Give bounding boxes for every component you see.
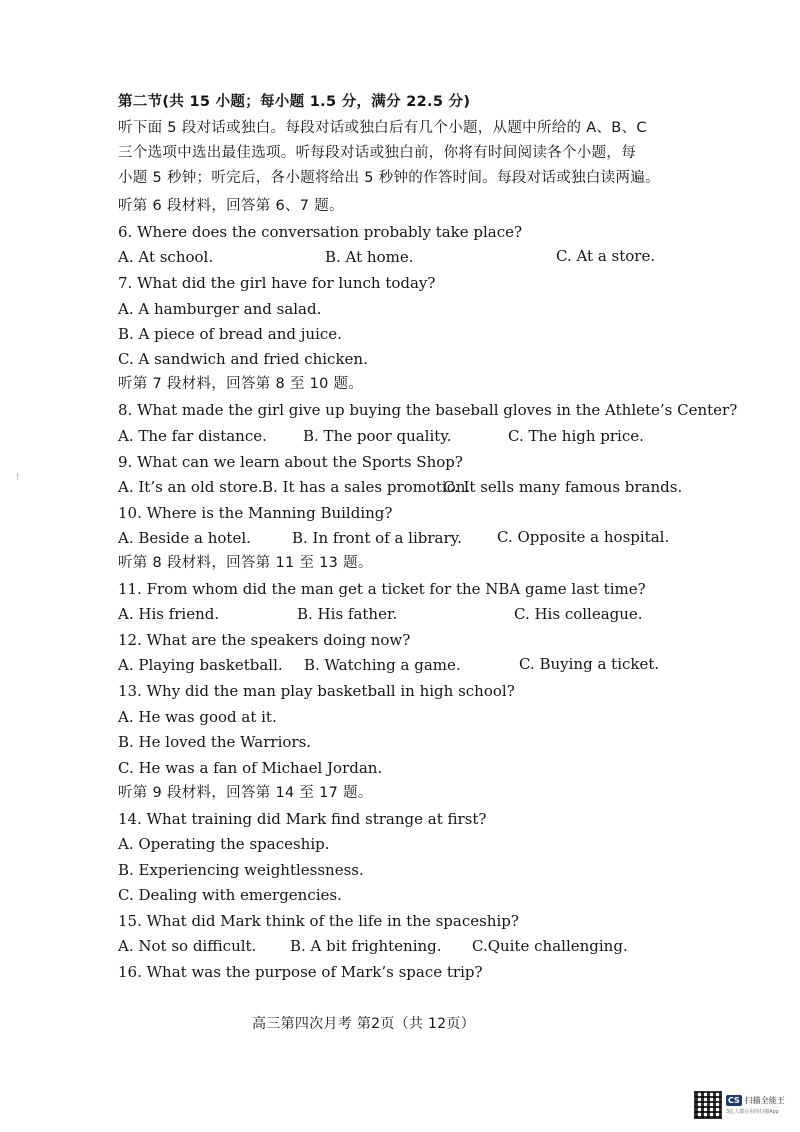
question-text: 10. Where is the Manning Building?	[118, 504, 393, 522]
group-heading: 听第 8 段材料，回答第 11 至 13 题。	[118, 555, 373, 571]
option-c: C. A sandwich and fried chicken.	[118, 350, 368, 368]
option-b: B. His father.	[297, 605, 398, 623]
option-a: A. It’s an old store.	[118, 478, 263, 496]
option-b: B. The poor quality.	[303, 427, 452, 445]
question-text: 7. What did the girl have for lunch today?	[118, 274, 436, 292]
group-heading: 听第 6 段材料，回答第 6、7 题。	[118, 198, 344, 214]
option-c: C. His colleague.	[514, 605, 643, 623]
option-a: A. A hamburger and salad.	[118, 300, 322, 318]
scanner-name: 扫描全能王	[744, 1096, 785, 1105]
option-c: C. It sells many famous brands.	[443, 478, 683, 496]
question-text: 12. What are the speakers doing now?	[118, 631, 411, 649]
option-a: A. He was good at it.	[118, 708, 277, 726]
option-c: C.Quite challenging.	[472, 937, 628, 955]
option-a: A. The far distance.	[118, 427, 267, 445]
question-text: 9. What can we learn about the Sports Shop?	[118, 453, 463, 471]
scanner-watermark	[694, 1088, 786, 1122]
question-text: 13. Why did the man play basketball in high school?	[118, 682, 515, 700]
option-c: C. Buying a ticket.	[519, 655, 660, 673]
instruction-line: 听下面 5 段对话或独白。每段对话或独白后有几个小题，从题中所给的 A、B、C	[118, 120, 647, 136]
question-text: 14. What training did Mark find strange at first?	[118, 810, 487, 828]
option-c: C. Dealing with emergencies.	[118, 886, 342, 904]
option-a: A. Operating the spaceship.	[118, 835, 330, 853]
section-title: 第二节(共 15 小题；每小题 1.5 分，满分 22.5 分)	[118, 94, 471, 110]
camscanner-logo: CS	[728, 1096, 740, 1105]
qr-code-icon	[694, 1091, 722, 1119]
question-text: 16. What was the purpose of Mark’s space trip?	[118, 963, 483, 981]
group-heading: 听第 7 段材料，回答第 8 至 10 题。	[118, 376, 364, 392]
question-text: 6. Where does the conversation probably take place?	[118, 223, 523, 241]
instruction-line: 小题 5 秒钟；听完后，各小题将给出 5 秒钟的作答时间。每段对话或独白读两遍。	[118, 170, 660, 186]
option-b: B. Experiencing weightlessness.	[118, 861, 364, 879]
option-a: A. Not so difficult.	[118, 937, 257, 955]
option-c: C. He was a fan of Michael Jordan.	[118, 759, 383, 777]
scan-speck-icon: ⁝	[16, 472, 20, 483]
group-heading: 听第 9 段材料，回答第 14 至 17 题。	[118, 785, 373, 801]
question-text: 15. What did Mark think of the life in the spaceship?	[118, 912, 519, 930]
option-c: C. The high price.	[508, 427, 644, 445]
option-b: B. A bit frightening.	[290, 937, 442, 955]
option-a: A. Beside a hotel.	[118, 529, 251, 547]
question-text: 11. From whom did the man get a ticket for the NBA game last time?	[118, 580, 646, 598]
page-footer: 高三第四次月考 第2页（共 12页）	[252, 1016, 476, 1032]
option-b: B. He loved the Warriors.	[118, 733, 312, 751]
option-b: B. A piece of bread and juice.	[118, 325, 342, 343]
option-b: B. At home.	[325, 248, 414, 266]
option-a: A. Playing basketball.	[118, 656, 283, 674]
option-b: B. Watching a game.	[304, 656, 461, 674]
option-a: A. At school.	[118, 248, 214, 266]
option-b: B. It has a sales promotion.	[262, 478, 471, 496]
question-text: 8. What made the girl give up buying the baseball gloves in the Athlete’s Center?	[118, 401, 738, 419]
instruction-line: 三个选项中选出最佳选项。听每段对话或独白前，你将有时间阅读各个小题，每	[118, 145, 636, 161]
scanner-subtitle: 3亿人都在用的扫描App	[726, 1109, 779, 1115]
option-c: C. Opposite a hospital.	[497, 528, 670, 546]
option-c: C. At a store.	[556, 247, 656, 265]
option-a: A. His friend.	[118, 605, 220, 623]
option-b: B. In front of a library.	[292, 529, 462, 547]
